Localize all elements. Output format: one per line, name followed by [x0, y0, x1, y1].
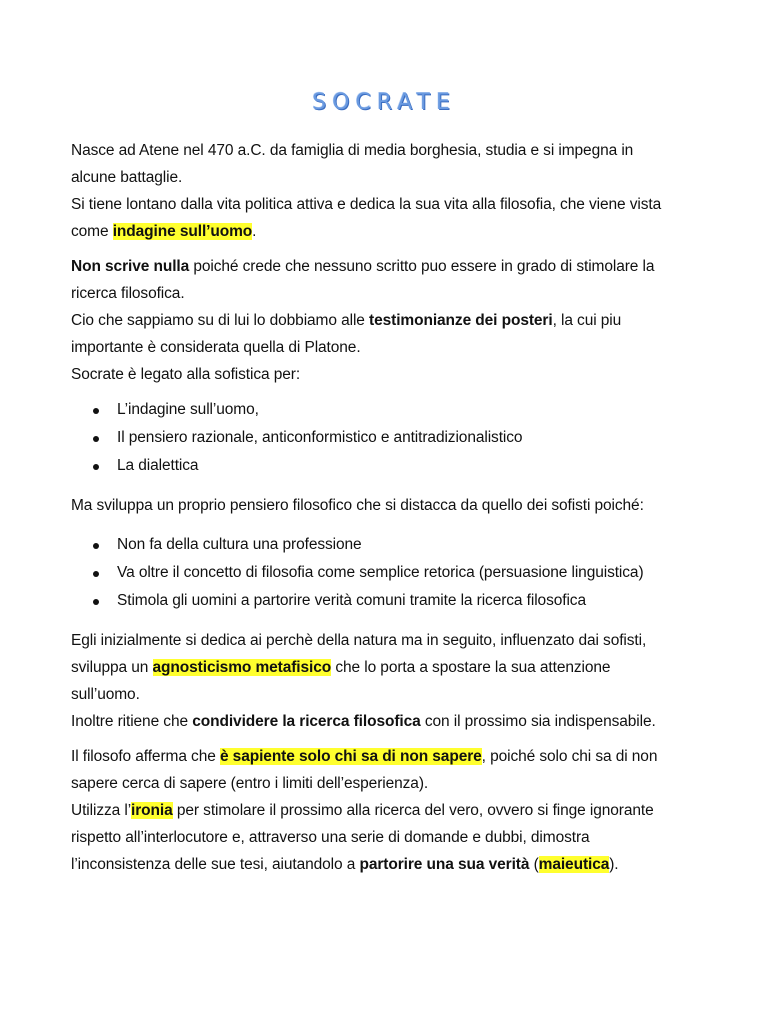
page-title: SOCRATE: [312, 90, 456, 115]
text-line: Si tiene lontano dalla vita politica attiva e dedica la sua vita alla filosofia, che viene vista: [71, 196, 662, 213]
text-line: [71, 797, 711, 824]
text-span: che lo porta a spostare la sua attenzione: [331, 659, 611, 676]
list-item: [71, 396, 711, 424]
paragraph-intro: [71, 137, 711, 245]
text-span: per stimolare il prossimo alla ricerca del vero, ovvero si finge ignorante: [172, 802, 654, 819]
bullet-list-differences: [71, 531, 711, 615]
text-span: come: [71, 223, 113, 240]
text-span: (: [529, 856, 539, 873]
text-line: sapere cerca di sapere (entro i limiti dell’esperienza).: [71, 775, 429, 792]
text-line: [71, 253, 711, 280]
list-item: [71, 452, 711, 480]
paragraph-own-thought: Ma sviluppa un proprio pensiero filosofico che si distacca da quello dei sofisti poiché:: [71, 497, 644, 514]
text-line: [71, 851, 711, 878]
text-line: sull’uomo.: [71, 686, 140, 703]
bullet-icon: [93, 543, 99, 549]
list-item-text: Va oltre il concetto di filosofia come semplice retorica (persuasione linguistica): [117, 564, 644, 581]
list-item-text: Il pensiero razionale, anticonformistico e antitradizionalistico: [117, 429, 523, 446]
text-span: , poiché solo chi sa di non: [481, 748, 658, 765]
bullet-icon: [93, 571, 99, 577]
bold-text: condividere la ricerca filosofica: [192, 713, 421, 730]
highlighted-text: [539, 856, 610, 873]
list-item: [71, 587, 711, 615]
text-span: Cio che sappiamo su di lui lo dobbiamo alle: [71, 312, 370, 329]
bold-text: ironia: [131, 802, 173, 819]
text-span: con il prossimo sia indispensabile.: [420, 713, 656, 730]
bullet-icon: [93, 408, 99, 414]
text-span: poiché crede che nessuno scritto puo essere in grado di stimolare la: [189, 258, 655, 275]
text-span: Il filosofo afferma che: [71, 748, 220, 765]
highlighted-text: [131, 802, 173, 819]
highlighted-text: [113, 223, 252, 240]
text-line: [71, 307, 711, 334]
text-line: [71, 708, 711, 735]
text-line: ricerca filosofica.: [71, 285, 185, 302]
highlighted-text: [220, 748, 482, 765]
text-line: rispetto all’interlocutore e, attraverso una serie di domande e dubbi, dimostra: [71, 829, 590, 846]
bold-text: indagine sull’uomo: [112, 223, 253, 240]
highlighted-text: [153, 659, 332, 676]
text-line: [71, 218, 711, 245]
list-item-text: L’indagine sull’uomo,: [117, 401, 259, 418]
paragraph-agnosticism: [71, 627, 711, 735]
text-span: .: [252, 223, 257, 240]
paragraph-writings: [71, 253, 711, 388]
bold-text: Non scrive nulla: [71, 258, 190, 275]
text-span: l’inconsistenza delle sue tesi, aiutandolo a: [71, 856, 360, 873]
bold-text: agnosticismo metafisico: [152, 659, 332, 676]
list-item-text: Stimola gli uomini a partorire verità comuni tramite la ricerca filosofica: [117, 592, 586, 609]
list-item: [71, 424, 711, 452]
bold-text: maieutica: [538, 856, 610, 873]
list-item-text: La dialettica: [117, 457, 199, 474]
text-line: importante è considerata quella di Platone.: [71, 339, 361, 356]
list-item: [71, 559, 711, 587]
bullet-icon: [93, 436, 99, 442]
document-body: [71, 137, 711, 878]
text-span: , la cui piu: [552, 312, 622, 329]
text-span: Utilizza l’: [71, 802, 132, 819]
bold-text: partorire una sua verità: [359, 856, 530, 873]
text-span: sviluppa un: [71, 659, 153, 676]
list-item: [71, 531, 711, 559]
text-span: ).: [609, 856, 619, 873]
text-line: Socrate è legato alla sofistica per:: [71, 366, 301, 383]
bullet-icon: [93, 464, 99, 470]
bold-text: testimonianze dei posteri: [369, 312, 553, 329]
bullet-icon: [93, 599, 99, 605]
text-line: [71, 743, 711, 770]
text-span: Inoltre ritiene che: [71, 713, 193, 730]
text-line: Nasce ad Atene nel 470 a.C. da famiglia di media borghesia, studia e si impegna in: [71, 142, 634, 159]
text-line: Egli inizialmente si dedica ai perchè della natura ma in seguito, influenzato dai sofisti,: [71, 632, 647, 649]
list-item-text: Non fa della cultura una professione: [117, 536, 362, 553]
bold-text: è sapiente solo chi sa di non sapere: [219, 748, 482, 765]
bullet-list-sophistry: [71, 396, 711, 480]
text-line: [71, 654, 711, 681]
text-line: alcune battaglie.: [71, 169, 183, 186]
paragraph-wisdom: [71, 743, 711, 878]
